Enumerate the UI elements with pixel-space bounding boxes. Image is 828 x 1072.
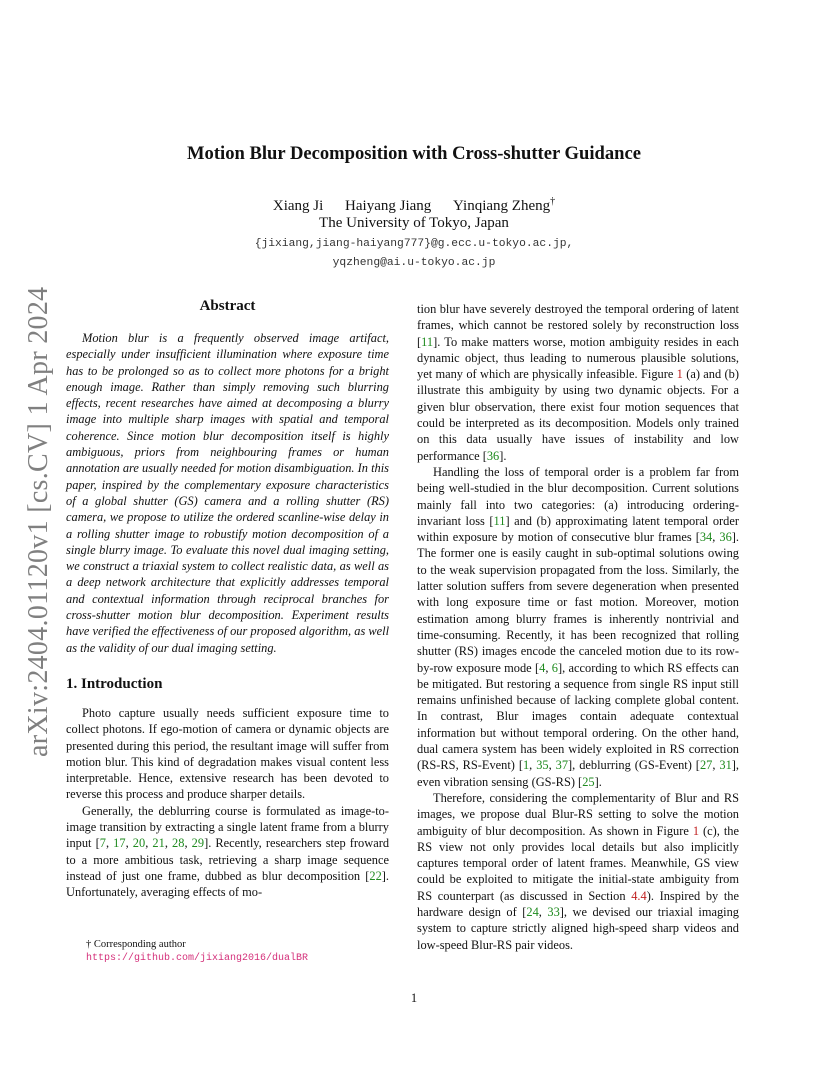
corresponding-author-mark: † [550, 196, 556, 207]
author-list [0, 196, 828, 215]
section-heading-introduction: 1. Introduction [66, 675, 163, 692]
author-name: Xiang Ji [272, 198, 324, 214]
citation-link[interactable]: 33 [547, 904, 560, 919]
section-reference-link[interactable]: 4.4 [631, 888, 647, 903]
abstract-text: Motion blur is a frequently observed image artifact, especially under insufficient illumination where exposure time has to be prolonged so as to collect more photons for a bright enough image. Rather than simply removing such blurring effects, recent researches have aimed at decomposing a blurry image into multiple sharp images with spatial and temporal coherence. Since motion blur decomposition itself is highly ambiguous, priors from neighbouring frames or human annotation are usually needed for motion disambiguation. In this paper, inspired by the complementary exposure characteristics of a global shutter (GS) camera and a rolling shutter (RS) camera, we propose to utilize the ordered scanline-wise delay in a rolling shutter image to robustify motion decomposition of a single blurry image. To evaluate this novel dual imaging setting, we construct a triaxial system to collect realistic data, as well as a deep network architecture that explicitly addresses temporal and contextual information through reciprocal branches for cross-shutter motion blur decomposition. Experiment results have verified the effectiveness of our proposed algorithm, as well as the validity of our dual imaging setting. [66, 331, 390, 655]
citation-link[interactable]: 36 [719, 530, 732, 545]
intro-paragraph: Therefore, considering the complementarity of Blur and RS images, we propose dual Blur-RS setting to solve the motion ambiguity of blur decomposition. As shown in Figure 1 (c), the RS view not only provides local details but also implicitly captures temporal order of latent frames. Meanwhile, GS view could be exploited to mitigate the initial-state ambiguity from RS counterpart (as discussed in Section 4.4). Inspired by the hardware design of [24, 33], we devised our triaxial imaging system to capture strictly aligned high-speed sharp videos and low-speed Blur-RS pair videos. [417, 790, 740, 952]
figure-reference-link[interactable]: 1 [676, 367, 683, 382]
citation-link[interactable]: 1 [522, 758, 530, 773]
author-name: Yinqiang Zheng† [453, 196, 556, 214]
page-number: 1 [410, 991, 418, 1005]
citation-link[interactable]: 37 [555, 758, 569, 773]
author-email: yqzheng@ai.u-tokyo.ac.jp [332, 257, 496, 269]
citation-link[interactable]: 24 [526, 904, 539, 919]
footnote [86, 938, 308, 966]
left-column [66, 298, 389, 901]
paper-title: Motion Blur Decomposition with Cross-shutter Guidance [186, 143, 642, 164]
citation-link[interactable]: 34 [699, 530, 713, 545]
citation-link[interactable]: 21 [152, 836, 165, 851]
arxiv-identifier-text: arXiv:2404.01120v1 [cs.CV] 1 Apr 2024 [23, 286, 54, 757]
citation-link[interactable]: 22 [369, 868, 382, 883]
citation-link[interactable]: 20 [132, 836, 146, 851]
code-repository-link[interactable]: https://github.com/jixiang2016/dualBR [86, 953, 309, 964]
author-name: Haiyang Jiang [345, 198, 432, 214]
citation-link[interactable]: 4 [539, 660, 546, 675]
intro-paragraph: Generally, the deblurring course is formulated as image-to-image transition by extracting a single latent frame from a blurry input [7, 17, 20, 21, 28, 29]. Recently, researchers step froward to a more ambitious task, retrieving a sharp image sequence instead of just one frame, dubbed as blur decomposition [22]. Unfortunately, averaging effects of mo- [66, 803, 390, 900]
citation-link[interactable]: 35 [536, 758, 549, 773]
author-email: {jixiang,jiang-haiyang777}@g.ecc.u-tokyo.ac.jp, [254, 238, 574, 250]
citation-link[interactable]: 29 [191, 836, 205, 851]
citation-link[interactable]: 11 [421, 334, 434, 349]
citation-link[interactable]: 17 [113, 836, 126, 851]
right-column [417, 301, 739, 953]
citation-link[interactable]: 28 [172, 836, 185, 851]
figure-reference-link[interactable]: 1 [692, 823, 700, 838]
affiliation: The University of Tokyo, Japan [319, 215, 509, 231]
intro-paragraph: tion blur have severely destroyed the temporal ordering of latent frames, which cannot be restored solely by reconstruction loss [11]. To make matters worse, motion ambiguity resides in each dynamic object, thus leading to numerous plausible solutions, yet many of which are physically infeasible. Figure 1 (a) and (b) illustrate this ambiguity by using two dynamic objects. For a given blur observation, there exist four motion sequences that could be interpreted as its decomposition. Models only trained on this data usually have issues of instability and low performance [36]. [417, 302, 739, 463]
citation-link[interactable]: 36 [486, 448, 500, 463]
citation-link[interactable]: 7 [99, 836, 106, 851]
citation-link[interactable]: 31 [719, 758, 732, 773]
citation-link[interactable]: 25 [582, 774, 595, 789]
abstract-heading: Abstract [199, 298, 256, 314]
citation-link[interactable]: 27 [699, 758, 713, 773]
footnote-text: † Corresponding author [86, 939, 186, 950]
intro-paragraph: Photo capture usually needs sufficient exposure time to collect photons. If ego-motion of camera or dynamic objects are presented during this period, the resultant image will suffer from motion blur. This kind of degradation makes visual content less interpretable. Hence, extensive research has been devoted to reverse this process and produce sharper details. [66, 705, 389, 802]
citation-link[interactable]: 6 [551, 660, 558, 675]
citation-link[interactable]: 11 [493, 513, 506, 528]
intro-paragraph: Handling the loss of temporal order is a problem far from being well-studied in the blur decomposition. Current solutions mainly fall into two categories: (a) introducing ordering-invariant loss [11] and (b) approximating latent temporal order within exposure by motion of consecutive blur frames [34, 36]. The former one is easily caught in sub-optimal solutions owing to the weak supervision propagated from the loss. Similarly, the latter solution suffers from severe degeneration when presented with long exposure time or fast motion. Moreover, motion estimation among blurry frames is inherently nontrivial and time-consuming. Recently, it has been recognized that rolling shutter (RS) images encode the canceled motion due to its row-by-row exposure mode [4, 6], according to which RS effects can be mitigated. But restoring a sequence from single RS input still remains unfinished because of lacking complete global content. In contrast, Blur images contain adequate contextual information but without temporal ordering. On the other hand, dual camera system has been widely exploited in RS correction (RS-RS, RS-Event) [1, 35, 37], deblurring (GS-Event) [27, 31], even vibration sensing (GS-RS) [25]. [417, 464, 739, 789]
